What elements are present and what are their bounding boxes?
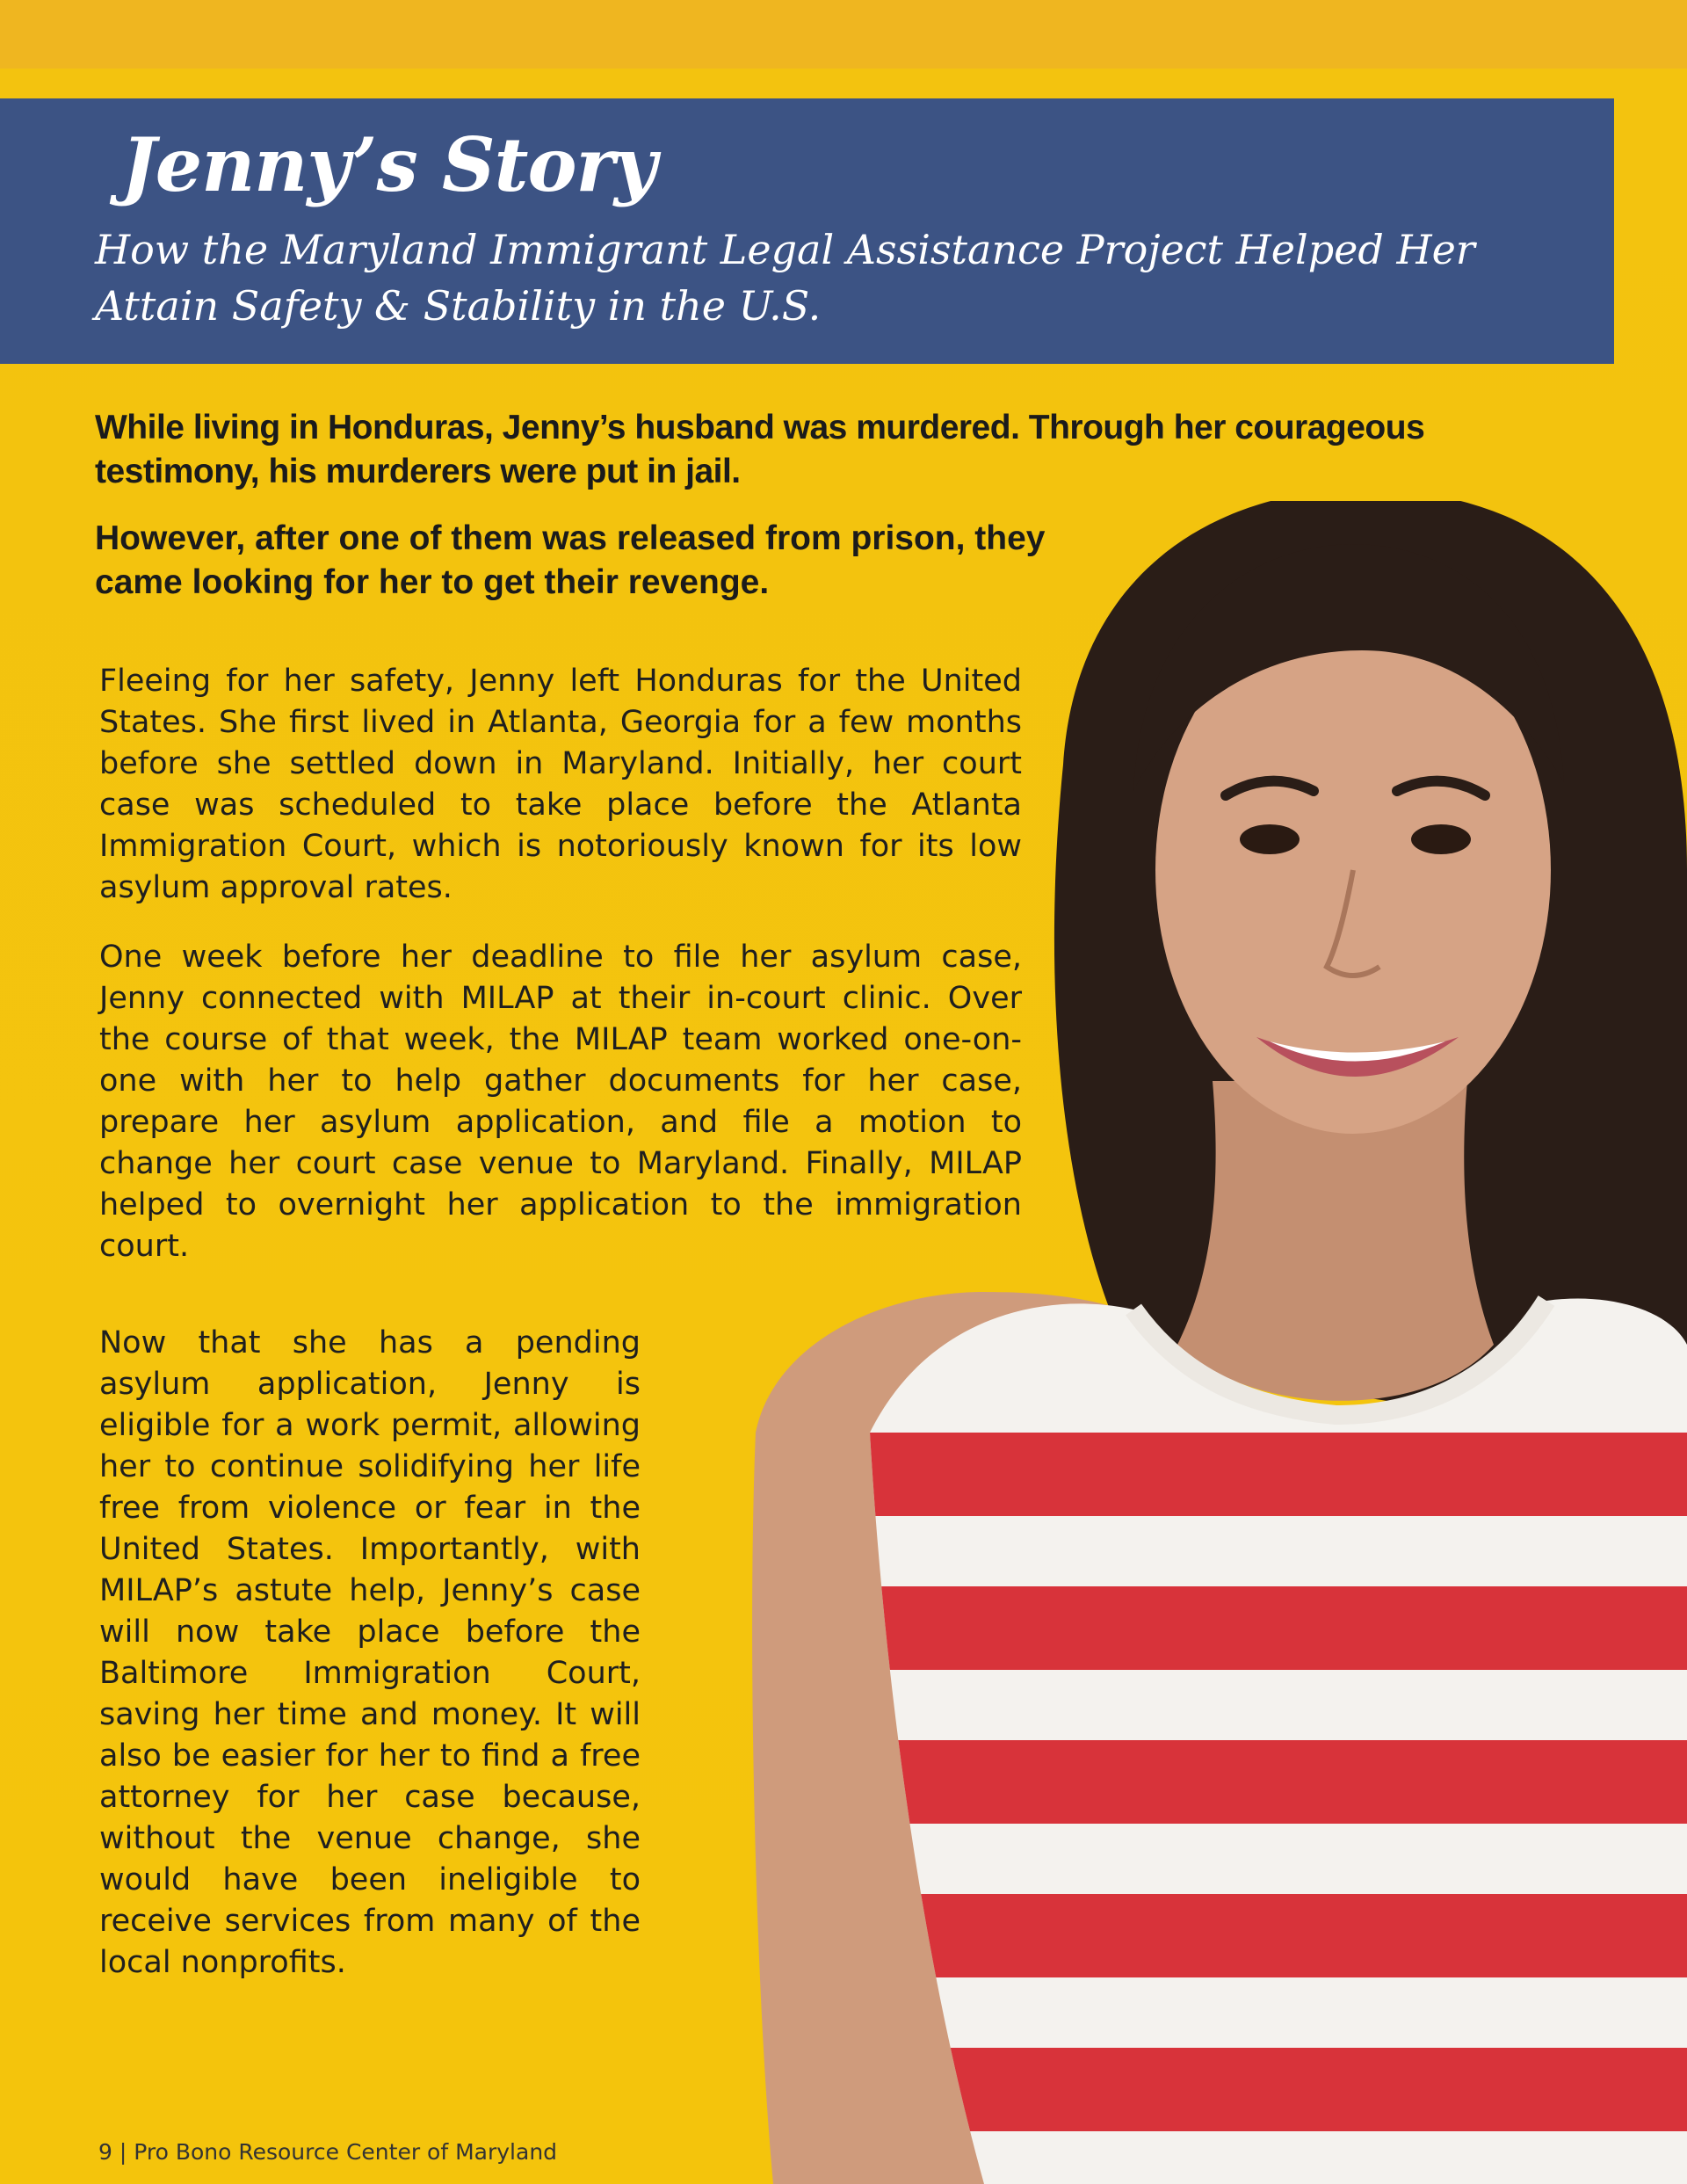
top-color-band	[0, 0, 1687, 69]
story-title: Jenny’s Story	[121, 121, 656, 208]
right-eye	[1411, 824, 1471, 854]
body-paragraph-1: Fleeing for her safety, Jenny left Honduras for the United States. She first lived in Atlanta, Georgia for a few months before she settled down in Maryland. Initially, her court case was scheduled to take place before the Atlanta Immigration Court, which is notoriously known for its low asylum approval rates.	[99, 664, 1022, 905]
page-footer: 9 | Pro Bono Resource Center of Maryland	[98, 2139, 558, 2165]
lead-paragraph-2: However, after one of them was released from prison, they came looking for her to get their revenge.	[95, 519, 1046, 601]
lead-paragraph-1: While living in Honduras, Jenny’s husband was murdered. Through her courageous testimony, his murderers were put in jail.	[95, 409, 1425, 490]
body-paragraph-3: Now that she has a pending asylum application, Jenny is eligible for a work permit, allowing her to continue solidifying her life free from violence or fear in the United States. Importantly, with MILAP’s astute help, Jenny’s case will now take place before the Baltimore Immigration Court, saving her time and money. It will also be easier for her to find a free attorney for her case because, without the venue change, she would have been ineligible to receive services from many of the local nonprofits.	[99, 1325, 641, 1980]
story-subtitle: How the Maryland Immigrant Legal Assistance Project Helped Her Attain Safety & Stability in the U.S.	[95, 226, 1475, 330]
left-eye	[1240, 824, 1300, 854]
body-paragraph-2: One week before her deadline to file her asylum case, Jenny connected with MILAP at their in-court clinic. Over the course of that week, the MILAP team worked one-on-one with her to help gather documents for her case, prepare her asylum application, and file a motion to change her court case venue to Maryland. Finally, MILAP helped to overnight her application to the immigration court.	[99, 940, 1022, 1264]
